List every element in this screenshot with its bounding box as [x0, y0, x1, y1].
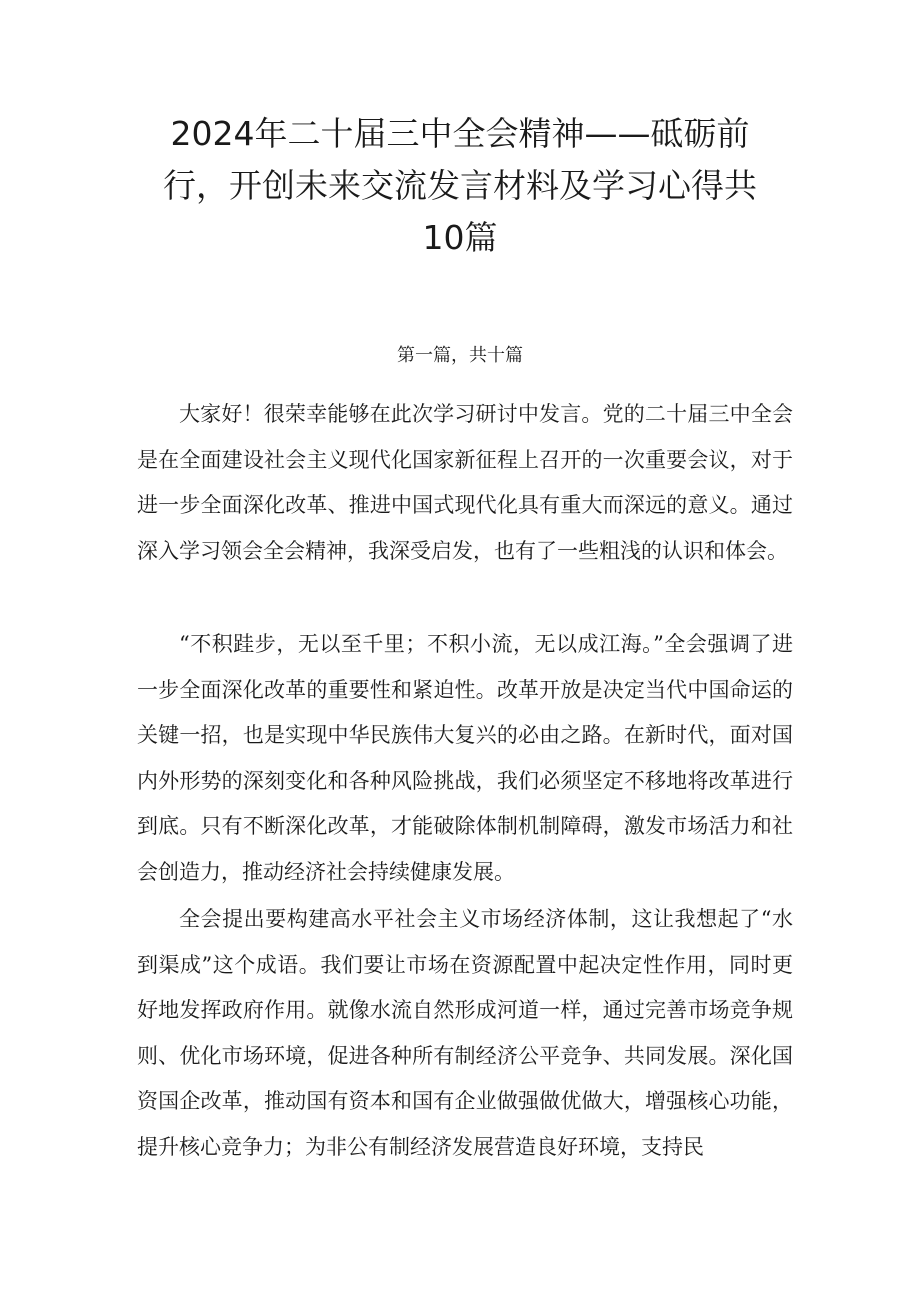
section-subtitle: 第一篇，共十篇: [397, 345, 523, 366]
title-line-2: 行，开创未来交流发言材料及学习心得共: [163, 166, 757, 205]
paragraph-3: 全会提出要构建高水平社会主义市场经济体制，这让我想起了“水到渠成”这个成语。我们要让市场在资源配置中起决定性作用，同时更好地发挥政府作用。就像水流自然形成河道一样，通过完善市场竞争规则、优化市场环境，促进各种所有制经济公平竞争、共同发展。深化国资国企改革，推动国有资本和国有企业做强做优做大，增强核心功能，提升核心竞争力；为非公有制经济发展营造良好环境，支持民: [137, 907, 793, 1159]
paragraph-1: 大家好！很荣幸能够在此次学习研讨中发言。党的二十届三中全会是在全面建设社会主义现代化国家新征程上召开的一次重要会议，对于进一步全面深化改革、推进中国式现代化具有重大而深远的意义。通过深入学习领会全会精神，我深受启发，也有了一些粗浅的认识和体会。: [137, 402, 793, 563]
title-line-3: 10篇: [422, 218, 498, 257]
title-line-1: 2024年二十届三中全会精神——砥砺前: [170, 114, 750, 153]
document-title: [130, 108, 790, 264]
paragraph-2: “不积跬步，无以至千里；不积小流，无以成江海。”全会强调了进一步全面深化改革的重要性和紧迫性。改革开放是决定当代中国命运的关键一招，也是实现中华民族伟大复兴的必由之路。在新时代，面对国内外形势的深刻变化和各种风险挑战，我们必须坚定不移地将改革进行到底。只有不断深化改革，才能破除体制机制障碍，激发市场活力和社会创造力，推动经济社会持续健康发展。: [137, 632, 793, 884]
